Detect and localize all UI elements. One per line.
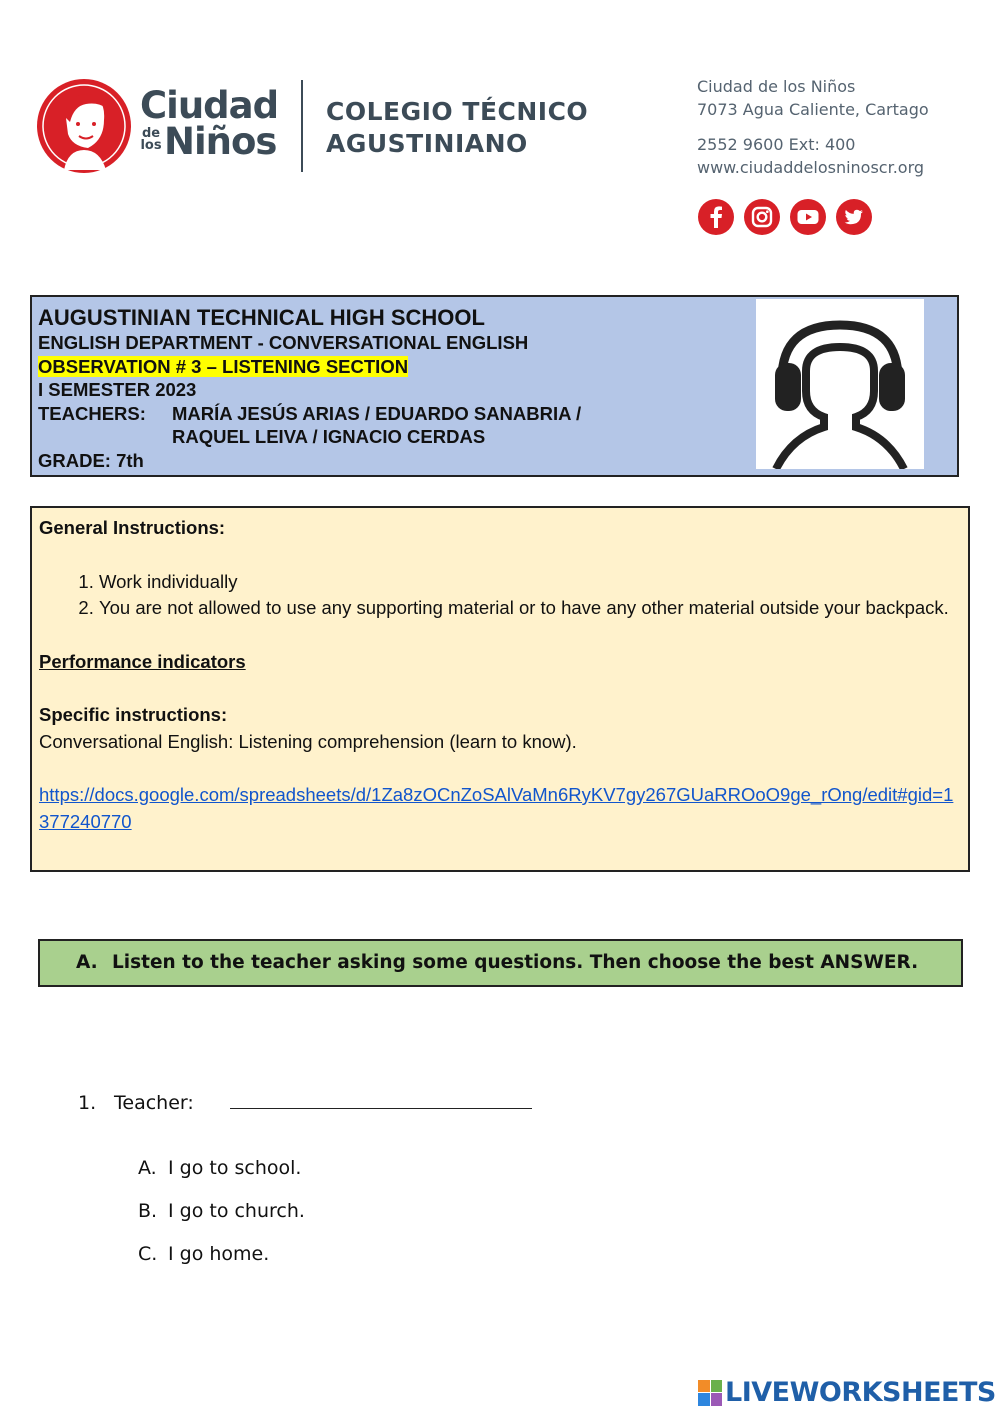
section-a-letter: A. xyxy=(76,952,98,973)
general-instructions-heading: General Instructions: xyxy=(39,517,226,538)
twitter-icon[interactable] xyxy=(836,199,872,235)
option-letter: C. xyxy=(138,1243,158,1265)
teachers-row xyxy=(38,402,581,426)
school-name-line2: AGUSTINIANO xyxy=(326,129,528,158)
semester-line: I SEMESTER 2023 xyxy=(38,379,197,400)
instructions-content xyxy=(39,515,959,835)
liveworksheets-watermark xyxy=(698,1377,996,1408)
logo-text-ninos: Niños xyxy=(164,120,277,163)
observation-line: OBSERVATION # 3 – LISTENING SECTION xyxy=(38,355,409,377)
spreadsheet-link[interactable]: https://docs.google.com/spreadsheets/d/1Za8zOCnZoSAlVaMn6RyKV7gy267GUaRROoO9ge_rOng/edit#gid=1377240770 xyxy=(39,784,954,832)
facebook-icon[interactable] xyxy=(698,199,734,235)
option-text: I go to school. xyxy=(168,1157,302,1179)
contact-name: Ciudad de los Niños xyxy=(697,77,856,96)
contact-address: 7073 Agua Caliente, Cartago xyxy=(697,100,929,119)
logo-text-los: los xyxy=(140,138,162,153)
section-a-text: Listen to the teacher asking some questions. Then choose the best ANSWER. xyxy=(112,952,919,973)
logo-divider xyxy=(301,80,303,172)
logo-text-de-los xyxy=(140,128,162,152)
instruction-item: 1. Work individually xyxy=(99,569,959,596)
header-text xyxy=(38,305,581,472)
contact-website[interactable]: www.ciudaddelosninoscr.org xyxy=(697,158,925,177)
grade-line: GRADE: 7th xyxy=(38,449,144,471)
specific-instructions-text: Conversational English: Listening comprehension (learn to know). xyxy=(39,730,577,752)
school-title: AUGUSTINIAN TECHNICAL HIGH SCHOOL xyxy=(38,305,485,330)
teachers-label: TEACHERS: xyxy=(38,402,146,424)
teachers-row-2 xyxy=(38,425,581,449)
watermark-text: LIVEWORKSHEETS xyxy=(725,1377,996,1408)
option-c[interactable] xyxy=(138,1240,269,1268)
option-text: I go home. xyxy=(168,1243,270,1265)
school-name-line1: COLEGIO TÉCNICO xyxy=(326,97,589,126)
youtube-icon[interactable] xyxy=(790,199,826,235)
teachers-line2: RAQUEL LEIVA / IGNACIO CERDAS xyxy=(172,426,486,447)
contact-info xyxy=(697,75,929,179)
option-a[interactable] xyxy=(138,1154,301,1182)
option-text: I go to church. xyxy=(168,1200,305,1222)
school-name xyxy=(326,96,588,160)
department-line: ENGLISH DEPARTMENT - CONVERSATIONAL ENGLISH xyxy=(38,332,529,353)
ciudad-de-los-ninos-logo-icon xyxy=(36,78,132,174)
social-icons xyxy=(698,199,872,235)
specific-instructions-heading: Specific instructions: xyxy=(39,704,228,725)
section-a-instruction xyxy=(76,950,918,976)
logo-text-de: de xyxy=(141,126,161,141)
teachers-line1: MARÍA JESÚS ARIAS / EDUARDO SANABRIA / xyxy=(172,402,582,424)
instagram-icon[interactable] xyxy=(744,199,780,235)
liveworksheets-logo-icon xyxy=(698,1380,722,1406)
instruction-item: 2. You are not allowed to use any supporting material or to have any other material outside your backpack. xyxy=(99,595,959,622)
answer-blank-line xyxy=(230,1088,532,1109)
contact-phone: 2552 9600 Ext: 400 xyxy=(697,135,856,154)
option-b[interactable] xyxy=(138,1197,305,1225)
question-label: Teacher: xyxy=(114,1092,194,1114)
question-number: 1. xyxy=(78,1092,97,1114)
option-letter: A. xyxy=(138,1157,157,1179)
question-1 xyxy=(78,1088,532,1117)
logo-text-ciudad: Ciudad xyxy=(140,84,279,127)
option-letter: B. xyxy=(138,1200,158,1222)
instructions-list xyxy=(39,569,959,622)
headphones-person-icon xyxy=(756,299,924,469)
performance-indicators-heading: Performance indicators xyxy=(39,650,246,672)
